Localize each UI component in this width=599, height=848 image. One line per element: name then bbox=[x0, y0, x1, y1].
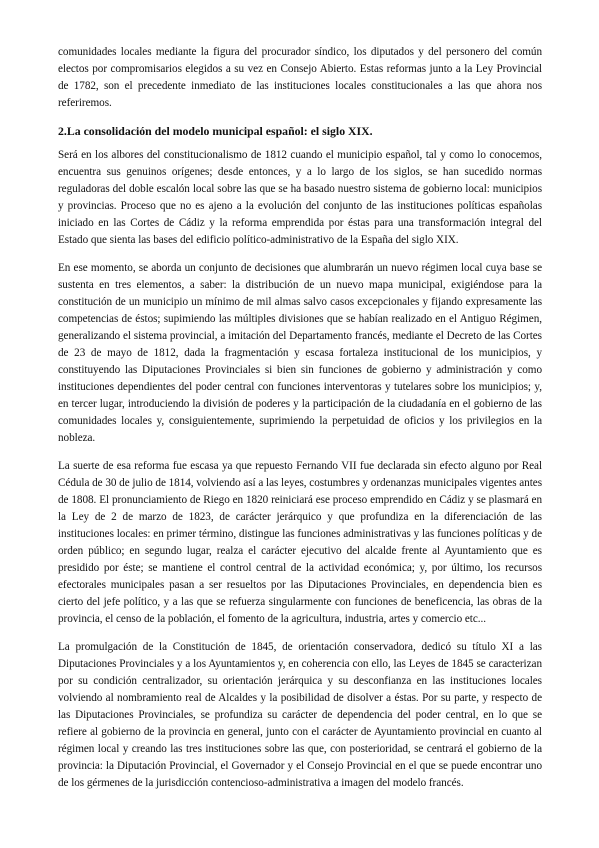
section-heading: 2.La consolidación del modelo municipal español: el siglo XIX. bbox=[58, 124, 373, 138]
document-body bbox=[58, 44, 542, 803]
paragraph-new-local-regime: En ese momento, se aborda un conjunto de decisiones que alumbrarán un nuevo régimen local cuya base se sustenta en tres elementos, a saber: la distribución de un nuevo mapa municipal, exigiéndose para la constitución de un municipio un mínimo de mil almas salvo casos excepcionales y fijando expresamente las competencias de éstos; supimiendo las múltiples divisiones que se habían realizado en el Antiguo Régimen, generalizando el sistema provincial, a imitación del Departamento francés, mediante el Decreto de las Cortes de 23 de mayo de 1812, dada la fragmentación y escasa fortaleza institucional de los municipios, y constituyendo las Diputaciones Provinciales si bien sin funciones de gobierno y administración y como instituciones dependientes del poder central con funciones interventoras y tutelares sobre los municipios; y, en tercer lugar, introduciendo la división de poderes y la participación de la ciudadanía en el gobierno de las comunidades locales y, consiguientemente, suprimiendo la perpetuidad de oficios y los privilegios en la nobleza. bbox=[58, 262, 542, 444]
paragraph-reform-fate: La suerte de esa reforma fue escasa ya que repuesto Fernando VII fue declarada sin efecto alguno por Real Cédula de 30 de julio de 1814, volviendo así a las leyes, costumbres y ordenanzas municipales vigentes antes de 1808. El pronunciamiento de Riego en 1820 reiniciará ese proceso emprendido en Cádiz y se plasmará en la Ley de 2 de marzo de 1823, de carácter jerárquico y que profundiza en la diferenciación de las instituciones locales: en primer término, distingue las funciones administrativas y las funciones políticas y de orden público; en segundo lugar, realza el carácter ejecutivo del alcalde frente al Ayuntamiento que es presidido por éste; se mantiene el control central de la actividad económica; y, por último, los recursos efectorales municipales pasan a ser resueltos por las Diputaciones Provinciales, en dependencia bien es cierto del jefe político, y a las que se refuerza singularmente con funciones de beneficencia, las obras de la provincia, el censo de la población, el fomento de la agricultura, industria, artes y comercio etc... bbox=[58, 460, 542, 625]
paragraph-constitutionalism: Será en los albores del constitucionalismo de 1812 cuando el municipio español, tal y como lo conocemos, encuentra sus genuinos orígenes; desde entonces, y a lo largo de los siglos, se han sucedido normas reguladoras del doble escalón local sobre las que se ha basado nuestro sistema de gobierno local: municipios y provincias. Proceso que no es ajeno a la evolución del conjunto de las instituciones políticas españolas iniciado en las Cortes de Cádiz y la reforma emprendida por éstas para una transformación integral del Estado que sienta las bases del edificio político-administrativo de la España del siglo XIX. bbox=[58, 149, 542, 246]
paragraph-constitution-1845: La promulgación de la Constitución de 1845, de orientación conservadora, dedicó su título XI a las Diputaciones Provinciales y a los Ayuntamientos y, en coherencia con ello, las Leyes de 1845 se caracterizan por su condición centralizador, su orientación jerárquica y su desconfianza en las instituciones locales volviendo al nombramiento real de Alcaldes y la posibilidad de disolver a éstas. Por su parte, y respecto de las Diputaciones Provinciales, se profundiza su carácter de dependencia del poder central, en lo que se refiere al gobierno de la provincia en general, junto con el carácter de Ayuntamiento provincial en cuanto al régimen local y creando las tres instituciones sobre las que, con posterioridad, se centrará el gobierno de la provincia: la Diputación Provincial, el Governador y el Consejo Provincial en el que se puede encontrar uno de los gérmenes de la jurisdicción contencioso-administrativa a imagen del modelo francés. bbox=[58, 641, 542, 789]
paragraph-intro-continuation: comunidades locales mediante la figura del procurador síndico, los diputados y del personero del común electos por compromisarios elegidos a su vez en Consejo Abierto. Estas reformas junto a la Ley Provincial de 1782, son el precedente inmediato de las instituciones locales constitucionales a las que ahora nos referiremos. bbox=[58, 46, 542, 109]
